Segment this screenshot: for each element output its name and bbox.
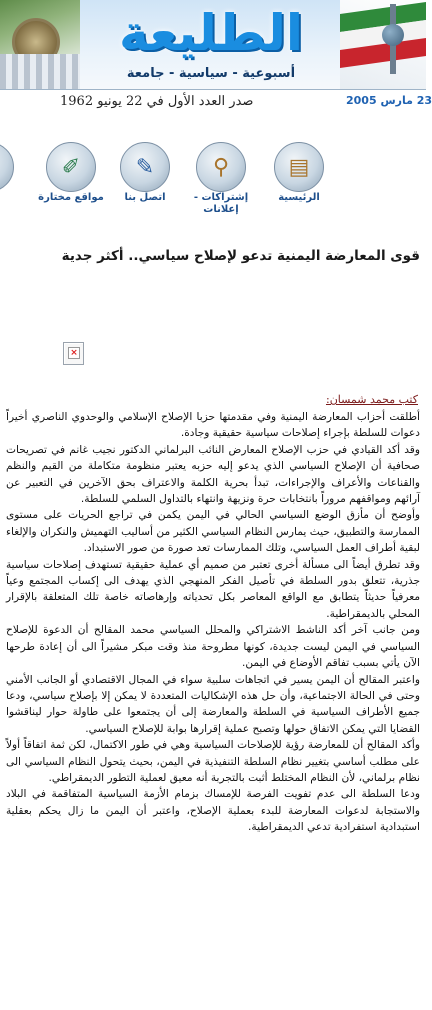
nav-item-home[interactable] <box>264 142 334 222</box>
kuwait-flag-image <box>340 0 426 90</box>
pen-icon: ✎ <box>120 142 170 192</box>
article-paragraph: أطلقت أحزاب المعارضة اليمنية وفي مقدمتها حزبا الإصلاح الإسلامي والوحدوي الناصري أخيراً دعوات للسلطة بإجراء إصلاحات سياسية حقيقية وجادة. <box>6 411 420 440</box>
article-body <box>6 409 420 836</box>
nav-item-contact[interactable] <box>110 142 180 222</box>
article-paragraph: وأكد المقالح أن للمعارضة رؤية للإصلاحات السياسية وهي في طور الاكتمال، لكن ثمة اتفاقاً أولاً على مطلب أساسي بتغيير نظام السلطة التنفيذية في اليمن، بحيث يتحول النظام السياسي الى نظام برلماني، لأن النظام المختلط أثبت بالتجربة أنه معيق لعملية التطور الديمقراطي. <box>6 739 420 784</box>
article-paragraph: واعتبر المقالح أن اليمن يسير في اتجاهات سلبية سواء في المجال الاقتصادي أو الجانب الأمني وحتى في الحالة الاجتماعية، وأن حل هذه الإشكاليات المتعددة لا يمكن إلا بإصلاح سياسي، ودعا جميع الأطراف السياسية في السلطة والمعارضة إلى أن يجتمعوا على طاولة حوار ليناقشوا القضايا التي يمكن الاتفاق حولها وتصبح عملية إقرارها بوابة للإصلاح السياسي. <box>6 673 420 735</box>
article-paragraph: ودعا السلطة الى عدم تفويت الفرصة للإمساك بزمام الأزمة السياسية المتفاقمة في البلاد والاستجابة لدعوات المعارضة للبدء بعملية الإصلاح، واعتبر أن اليمن ما زال يحكم بعقلية استبدادية استفرادية تدعي الديمقراطية. <box>6 788 420 834</box>
issue-date: 23 مارس 2005 <box>346 94 432 107</box>
site-logo[interactable]: الطليعة <box>119 4 303 62</box>
masthead <box>0 0 426 90</box>
nav-item-archive[interactable] <box>0 142 24 222</box>
date-bar <box>0 90 432 118</box>
newspaper-icon: ▤ <box>274 142 324 192</box>
broken-image-icon: × <box>63 342 84 365</box>
main-nav <box>0 118 426 224</box>
globe-icon: ✐ <box>46 142 96 192</box>
tower-ball-shape <box>382 24 404 46</box>
nav-item-subscriptions[interactable] <box>186 142 256 222</box>
archive-icon <box>0 142 14 192</box>
article-paragraph: وقد تطرق أيضاً الى مسألة أخرى تعتبر من صميم أي عملية حقيقية تستهدف إصلاحات سياسية جذرية، تتعلق بدور السلطة في تأصيل الفكر المنهجي الذي يهدف الى إكساب المجتمع وعياً معرفياً حديثاً يتطابق مع الواقع المعاصر بكل تحدياته وإرهاصاته خاصة تلك المتعلقة بالإقرار المحلي بالديمقراطية. <box>6 558 420 620</box>
arches-shape <box>0 54 80 90</box>
site-tagline: أسبوعية - سياسية - جامعة <box>126 66 296 81</box>
nav-item-label <box>0 192 46 204</box>
nav-item-label: إشتراكات - إعلانات <box>193 192 249 215</box>
article-byline: كتب محمد شمسان: <box>325 393 418 406</box>
mosque-image <box>0 0 80 90</box>
article-paragraph: ومن جانب آخر أكد الناشط الاشتراكي والمحلل السياسي محمد المقالح أن الدعوة للإصلاح السياسي في اليمن ليست جديدة، كونها مطروحة منذ وقت مبكر مشيراً الى أن إعادة طرحها الآن يأتي بسبب تفاقم الأوضاع في اليمن. <box>6 624 420 670</box>
nav-item-label: اتصل بنا <box>124 192 166 203</box>
nav-item-selected-sites[interactable] <box>36 142 106 222</box>
nav-item-label: مواقع مختارة <box>38 192 104 203</box>
nav-item-label: الرئيسية <box>278 192 320 203</box>
article-headline: قوى المعارضة اليمنية تدعو لإصلاح سياسي.. أكثر جدية <box>61 248 420 264</box>
founded-text: صدر العدد الأول في 22 يونيو 1962 <box>60 94 254 109</box>
article-paragraph: وأوضح أن مأزق الوضع السياسي الحالي في اليمن يكمن في تراجع الحريات على مستوى الممارسة والتطبيق، حيث يمارس النظام السياسي الكثير من أساليب التهميش والنكران والإلغاء لبقية أطراف العمل السياسي، وتلك الممارسات تعد صورة من صور الاستبداد. <box>6 509 420 555</box>
magnifier-icon: ⚲ <box>196 142 246 192</box>
article-paragraph: وقد أكد القيادي في حزب الإصلاح المعارض النائب البرلماني الدكتور نجيب غانم في تصريحات صحافية أن الإصلاح السياسي الذي يدعو إليه حزبه يعتبر منظومة متكاملة من القيم والنظم والقناعات والأعراف والإجراءات، تبدأ بحرية الكلمة والاعتراف بحق الآخرين في التعبير عن آرائهم ومواقفهم مروراً بانتخابات حرة ونزيهة وانتهاء بالتداول السلمي للسلطة. <box>6 443 420 506</box>
